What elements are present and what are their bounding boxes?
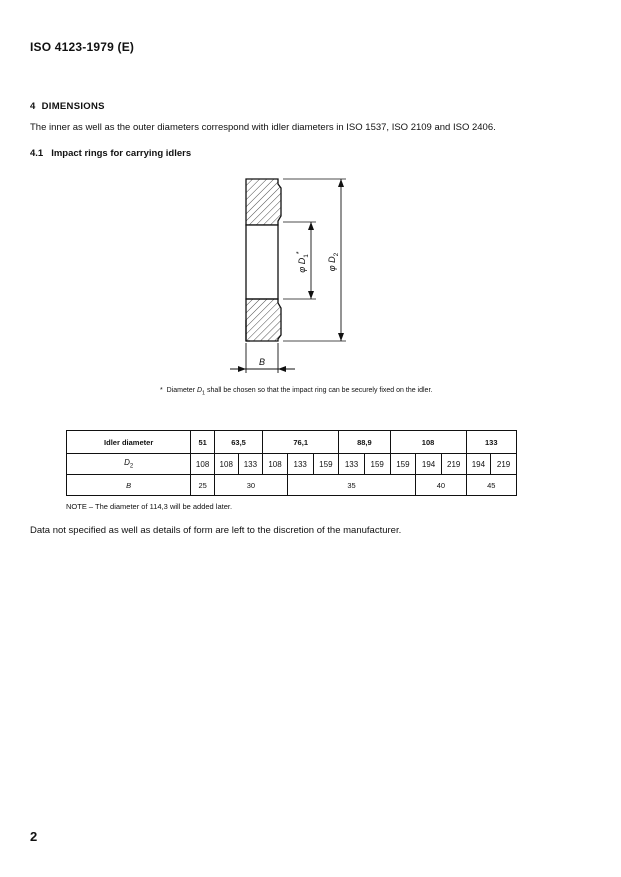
footnote-var: D: [196, 387, 203, 394]
d2-cell: 108: [214, 454, 238, 475]
d2-cell: 159: [390, 454, 416, 475]
document-id: ISO 4123-1979 (E): [30, 40, 135, 54]
subsection-title: Impact rings for carrying idlers: [51, 148, 192, 159]
idler-diameter-cell: 133: [466, 431, 516, 454]
d2-cell: 133: [238, 454, 263, 475]
closing-paragraph: Data not specified as well as details of form are left to the discretion of the manufacturer.: [30, 525, 402, 536]
footnote-sub: 1: [202, 390, 206, 397]
page-number: 2: [30, 829, 38, 844]
table-row-b: [67, 475, 517, 496]
d2-cell: 219: [491, 454, 517, 475]
footnote-text-pre: Diameter: [166, 387, 197, 394]
d2-cell: 133: [287, 454, 313, 475]
width-label: B: [258, 357, 266, 367]
footnote-marker: *: [160, 387, 163, 394]
d2-cell: 133: [339, 454, 365, 475]
subsection-number: 4.1: [30, 148, 44, 159]
idler-diameter-label: Idler diameter: [67, 431, 191, 454]
d2-cell: 159: [364, 454, 390, 475]
intro-paragraph: The inner as well as the outer diameters correspond with idler diameters in ISO 1537, ISO 2109 and ISO 2406.: [30, 122, 496, 133]
ring-section: [246, 179, 281, 341]
figure-footnote: [160, 386, 450, 398]
dimensions-table: [66, 430, 517, 496]
section-number: 4: [30, 101, 36, 112]
d2-cell: 108: [191, 454, 215, 475]
inner-diameter-dimension: [308, 222, 314, 299]
b-cell: 35: [287, 475, 415, 496]
impact-ring-drawing: [0, 0, 621, 420]
d2-label: $D_2$: [67, 454, 191, 475]
idler-diameter-cell: 51: [191, 431, 215, 454]
d2-cell: 194: [466, 454, 491, 475]
inner-diameter-label: φ $D_1^*$: [296, 251, 310, 273]
idler-diameter-cell: 108: [390, 431, 466, 454]
b-cell: 45: [466, 475, 516, 496]
b-cell: 25: [191, 475, 215, 496]
idler-diameter-cell: 76,1: [263, 431, 339, 454]
d2-cell: 194: [416, 454, 442, 475]
idler-diameter-cell: 88,9: [339, 431, 390, 454]
d2-cell: 219: [441, 454, 466, 475]
b-cell: 40: [416, 475, 466, 496]
section-title: DIMENSIONS: [41, 101, 105, 112]
idler-diameter-cell: 63,5: [214, 431, 262, 454]
table-row-d2: [67, 454, 517, 475]
table-note: NOTE – The diameter of 114,3 will be added later.: [66, 502, 233, 511]
outer-diameter-dimension: [338, 179, 344, 341]
footnote-text-post: shall be chosen so that the impact ring can be securely fixed on the idler.: [205, 387, 433, 394]
table-header-row: [67, 431, 517, 454]
b-cell: 30: [214, 475, 287, 496]
d2-cell: 159: [313, 454, 339, 475]
d2-cell: 108: [263, 454, 288, 475]
b-label: B: [67, 475, 191, 496]
outer-diameter-label: φ $D_2$: [327, 252, 340, 272]
